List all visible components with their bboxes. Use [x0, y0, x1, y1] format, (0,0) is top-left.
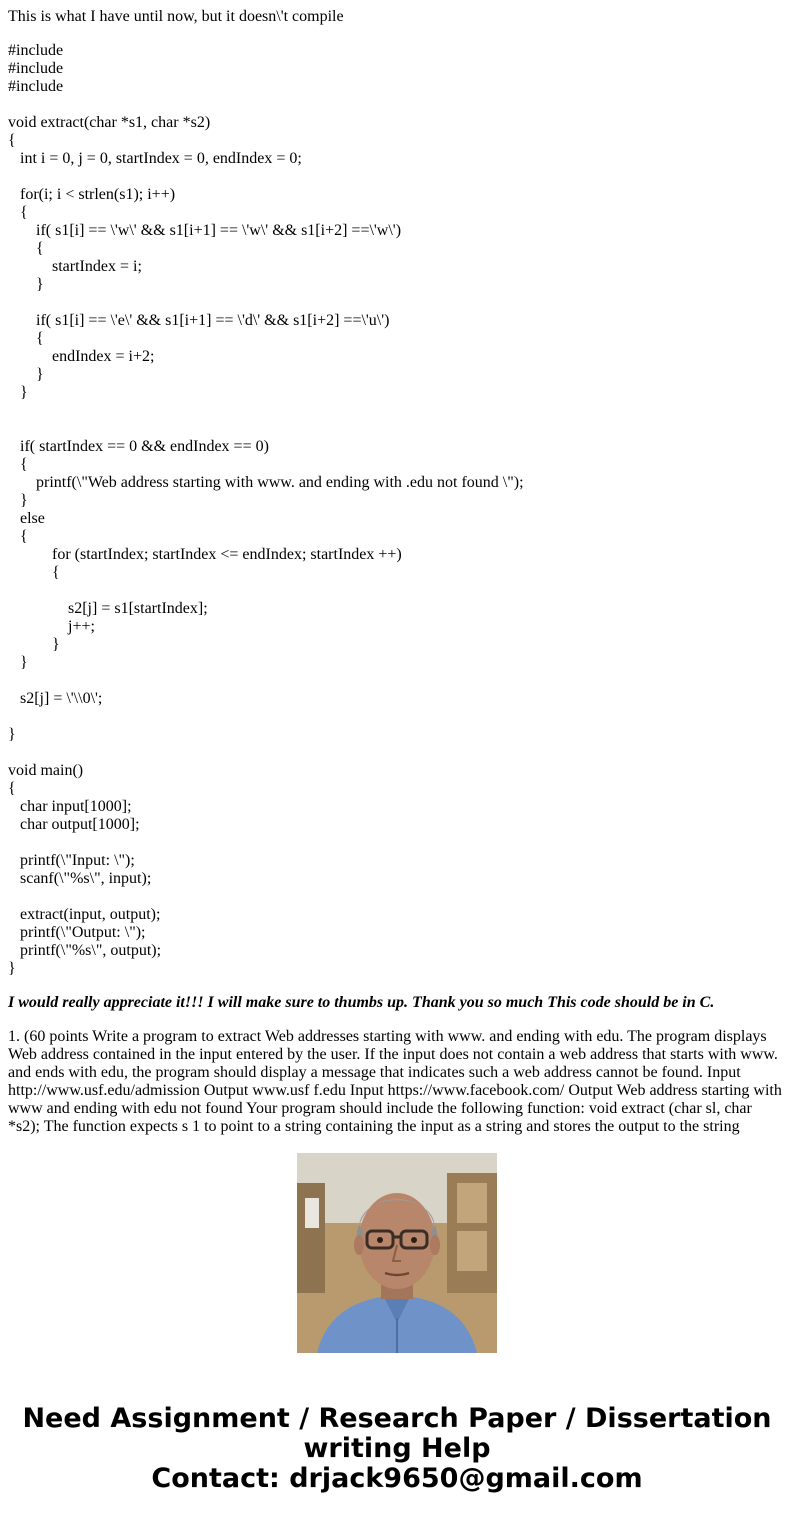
code-line: void main(): [8, 762, 84, 779]
code-line: }: [8, 654, 28, 671]
code-line: #include: [8, 42, 64, 59]
code-line: }: [8, 492, 28, 509]
portrait-image: [297, 1153, 497, 1353]
code-line: scanf(\"%s\", input);: [8, 870, 152, 887]
code-line: }: [8, 636, 60, 653]
code-blank-line: [8, 744, 786, 762]
contact-banner: [0, 1404, 794, 1494]
code-line: #include: [8, 78, 64, 95]
code-blank-line: [8, 402, 786, 420]
code-line: {: [8, 456, 28, 473]
code-line: printf(\"Output: \");: [8, 924, 146, 941]
code-line: }: [8, 384, 28, 401]
banner-line-1: Need Assignment / Research Paper / Dissertation: [22, 1403, 772, 1434]
code-line: printf(\"%s\", output);: [8, 942, 162, 959]
code-line: printf(\"Web address starting with www. and ending with .edu not found \");: [8, 474, 524, 491]
code-line: for (startIndex; startIndex <= endIndex; startIndex ++): [8, 546, 402, 563]
code-line: printf(\"Input: \");: [8, 852, 135, 869]
post-content: [8, 8, 786, 1135]
question-text: 1. (60 points Write a program to extract Web addresses starting with www. and ending with edu. The program displays Web address contained in the input entered by the user. If the input does not contain a web address that starts with www. and ends with edu, the program should display a message that indicates such a web address cannot be found. Input http://www.usf.edu/admission Output www.usf f.edu Input https://www.facebook.com/ Output Web address starting with www and ending with edu not found Your program should include the following function: void extract (char sl, char *s2); The function expects s 1 to point to a string containing the input as a string and stores the output to the string: [8, 1028, 782, 1135]
code-line: }: [8, 366, 44, 383]
code-line: if( startIndex == 0 && endIndex == 0): [8, 438, 269, 455]
code-blank-line: [8, 582, 786, 600]
code-line: }: [8, 726, 16, 743]
banner-line-2: writing Help: [303, 1433, 491, 1464]
code-blank-line: [8, 672, 786, 690]
code-line: char output[1000];: [8, 816, 140, 833]
banner-contact[interactable]: Contact: drjack9650@gmail.com: [151, 1463, 643, 1494]
code-line: char input[1000];: [8, 798, 132, 815]
code-line: #include: [8, 60, 64, 77]
code-line: {: [8, 780, 16, 797]
code-line: extract(input, output);: [8, 906, 161, 923]
code-line: s2[j] = \'\\0\';: [8, 690, 103, 707]
intro-text: This is what I have until now, but it doesn\'t compile: [8, 8, 344, 25]
code-line: {: [8, 564, 60, 581]
code-line: endIndex = i+2;: [8, 348, 155, 365]
code-line: else: [8, 510, 45, 527]
code-blank-line: [8, 96, 786, 114]
code-line: j++;: [8, 618, 95, 635]
code-line: {: [8, 132, 16, 149]
code-line: {: [8, 528, 28, 545]
code-line: if( s1[i] == \'w\' && s1[i+1] == \'w\' && s1[i+2] ==\'w\'): [8, 222, 402, 239]
code-line: void extract(char *s1, char *s2): [8, 114, 211, 131]
code-line: for(i; i < strlen(s1); i++): [8, 186, 176, 203]
expert-avatar: [297, 1153, 497, 1353]
code-line: s2[j] = s1[startIndex];: [8, 600, 208, 617]
code-line: if( s1[i] == \'e\' && s1[i+1] == \'d\' && s1[i+2] ==\'u\'): [8, 312, 390, 329]
code-blank-line: [8, 294, 786, 312]
code-line: {: [8, 240, 44, 257]
code-blank-line: [8, 168, 786, 186]
code-line: }: [8, 276, 44, 293]
code-line: startIndex = i;: [8, 258, 142, 275]
code-blank-line: [8, 834, 786, 852]
code-line: int i = 0, j = 0, startIndex = 0, endIndex = 0;: [8, 150, 302, 167]
code-listing: [8, 42, 786, 978]
code-blank-line: [8, 420, 786, 438]
plea-text: I would really appreciate it!!! I will make sure to thumbs up. Thank you so much This code should be in C.: [8, 994, 715, 1011]
code-blank-line: [8, 708, 786, 726]
code-line: }: [8, 960, 16, 977]
code-blank-line: [8, 888, 786, 906]
code-line: {: [8, 204, 28, 221]
code-line: {: [8, 330, 44, 347]
